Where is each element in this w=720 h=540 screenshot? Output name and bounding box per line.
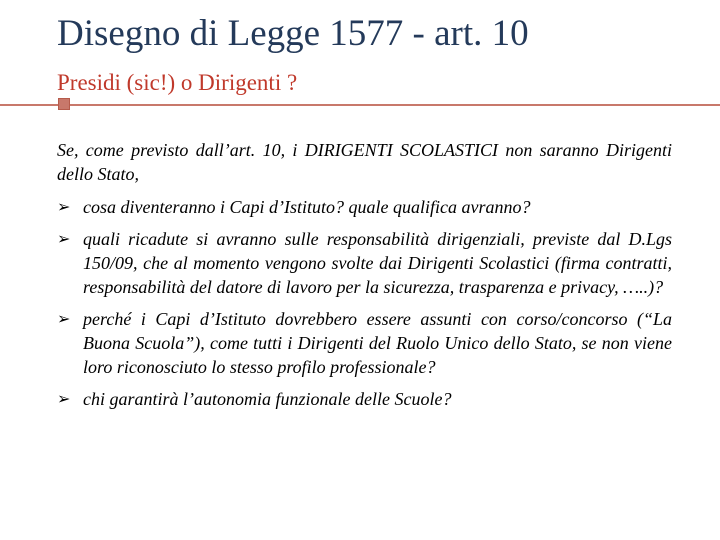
list-item: [57, 195, 672, 219]
bullet-list: [57, 195, 672, 411]
divider-square-icon: [58, 98, 70, 110]
divider-line-left: [0, 104, 58, 106]
slide-subtitle: Presidi (sic!) o Dirigenti ?: [57, 70, 298, 95]
arrowhead-bullet-icon: ➢: [57, 229, 71, 248]
arrowhead-bullet-icon: ➢: [57, 309, 71, 328]
bullet-text: cosa diventeranno i Capi d’Istituto? quale qualifica avranno?: [83, 197, 531, 217]
bullet-text: chi garantirà l’autonomia funzionale delle Scuole?: [83, 389, 452, 409]
arrowhead-bullet-icon: ➢: [57, 197, 71, 216]
list-item: [57, 227, 672, 299]
intro-paragraph: Se, come previsto dall’art. 10, i DIRIGENTI SCOLASTICI non saranno Dirigenti dello Stato,: [57, 140, 672, 184]
slide-body: [57, 138, 672, 419]
arrowhead-bullet-icon: ➢: [57, 389, 71, 408]
bullet-text: quali ricadute si avranno sulle responsabilità dirigenziali, previste dal D.Lgs 150/09, che al momento vengono svolte dai Dirigenti Scolastici (firma contratti, responsabilità del datore di lavoro per la sicurezza, trasparenza e privacy, …..)?: [83, 229, 672, 297]
divider-line-right: [70, 104, 720, 106]
bullet-text: perché i Capi d’Istituto dovrebbero essere assunti con corso/concorso (“La Buona Scuola”), come tutti i Dirigenti del Ruolo Unico dello Stato, se non viene loro riconosciuto lo stesso profilo professionale?: [83, 309, 672, 377]
slide-title: Disegno di Legge 1577 - art. 10: [57, 13, 529, 54]
list-item: [57, 307, 672, 379]
list-item: [57, 387, 672, 411]
